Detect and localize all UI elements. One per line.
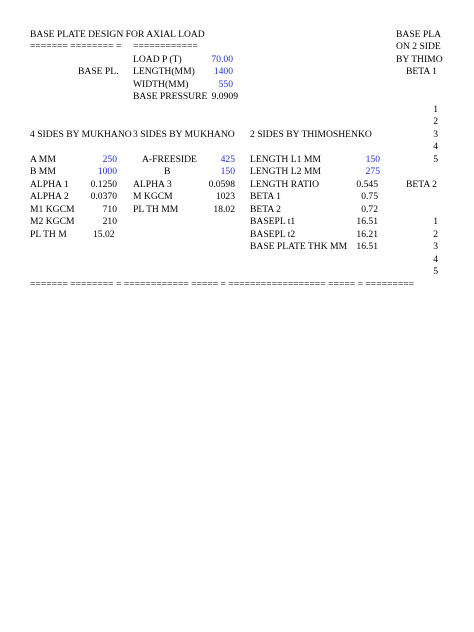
right-num: 4 <box>433 254 438 265</box>
right-beta1: BETA 1 <box>406 66 437 77</box>
sec3-label: BASEPL t2 <box>250 229 296 240</box>
right-num: 2 <box>433 116 438 127</box>
right-num: 1 <box>433 216 438 227</box>
section-2-sides-heading: 2 SIDES BY THIMOSHENKO <box>250 129 372 140</box>
sec1-value: 710 <box>102 204 117 215</box>
sec3-value: 16.21 <box>356 229 378 240</box>
sec2-value: 425 <box>220 154 235 165</box>
sec3-value: 275 <box>365 166 380 177</box>
sec3-label: LENGTH L2 MM <box>250 166 321 177</box>
length-label: LENGTH(MM) <box>133 66 195 77</box>
right-on-2-sides: ON 2 SIDE <box>396 41 441 52</box>
right-num: 2 <box>433 229 438 240</box>
sec1-value: 250 <box>102 154 117 165</box>
sec2-value: 0.0598 <box>208 179 235 190</box>
sec1-label: PL TH M <box>30 229 67 240</box>
sec1-label: M2 KGCM <box>30 216 75 227</box>
sec1-value: 0.1250 <box>90 179 117 190</box>
sec1-label: ALPHA 1 <box>30 179 69 190</box>
width-label: WIDTH(MM) <box>133 79 189 90</box>
right-num: 5 <box>433 154 438 165</box>
sec3-label: LENGTH RATIO <box>250 179 320 190</box>
sec3-value: 0.72 <box>361 204 378 215</box>
sec3-label: BETA 1 <box>250 191 281 202</box>
sec2-label: A-FREESIDE <box>142 154 197 165</box>
section-4-sides-heading: 4 SIDES BY MUKHANO <box>30 129 132 140</box>
sec3-label: BASE PLATE THK MM <box>250 241 348 252</box>
sec3-label: BETA 2 <box>250 204 281 215</box>
sec3-value: 150 <box>365 154 380 165</box>
sec2-label: M KGCM <box>133 191 173 202</box>
sec1-label: ALPHA 2 <box>30 191 69 202</box>
right-num: 5 <box>433 266 438 277</box>
sec3-value: 16.51 <box>356 216 378 227</box>
sec1-value: 1000 <box>97 166 117 177</box>
right-num: 4 <box>433 141 438 152</box>
width-value: 550 <box>218 79 233 90</box>
sec1-value: 0.0370 <box>90 191 117 202</box>
title-underline-2: ============ <box>133 41 198 52</box>
sec3-label: LENGTH L1 MM <box>250 154 321 165</box>
pressure-value: 9.0909 <box>211 91 238 102</box>
bottom-rule: ======= ======== = ============ ===== = ================== ===== = ========= <box>30 279 415 290</box>
right-num: 1 <box>433 104 438 115</box>
right-num: 3 <box>433 129 438 140</box>
sec1-label: M1 KGCM <box>30 204 75 215</box>
length-value: 1400 <box>213 66 233 77</box>
sec2-value: 1023 <box>215 191 235 202</box>
section-3-sides-heading: 3 SIDES BY MUKHANO <box>133 129 235 140</box>
sec3-label: BASEPL t1 <box>250 216 296 227</box>
sec2-label: PL TH MM <box>133 204 179 215</box>
page-title: BASE PLATE DESIGN FOR AXIAL LOAD <box>30 29 205 40</box>
sec1-label: A MM <box>30 154 56 165</box>
sec3-value: 16.51 <box>356 241 378 252</box>
sec2-label: B <box>164 166 171 177</box>
sec1-value: 15.02 <box>93 229 115 240</box>
right-by: BY THIMO <box>396 54 443 65</box>
sec2-value: 150 <box>220 166 235 177</box>
sec2-label: ALPHA 3 <box>133 179 172 190</box>
sec3-value: 0.75 <box>361 191 378 202</box>
sec1-label: B MM <box>30 166 56 177</box>
sec1-value: 210 <box>102 216 117 227</box>
load-value: 70.00 <box>211 54 233 65</box>
right-beta2: BETA 2 <box>406 179 437 190</box>
right-title: BASE PLA <box>396 29 442 40</box>
sec3-value: 0.545 <box>356 179 378 190</box>
title-underline: ======= ======== = <box>30 41 122 52</box>
load-label: LOAD P (T) <box>133 54 182 65</box>
sec2-value: 18.02 <box>213 204 235 215</box>
right-num: 3 <box>433 241 438 252</box>
base-pl-label: BASE PL. <box>78 66 119 77</box>
pressure-label: BASE PRESSURE <box>133 91 208 102</box>
